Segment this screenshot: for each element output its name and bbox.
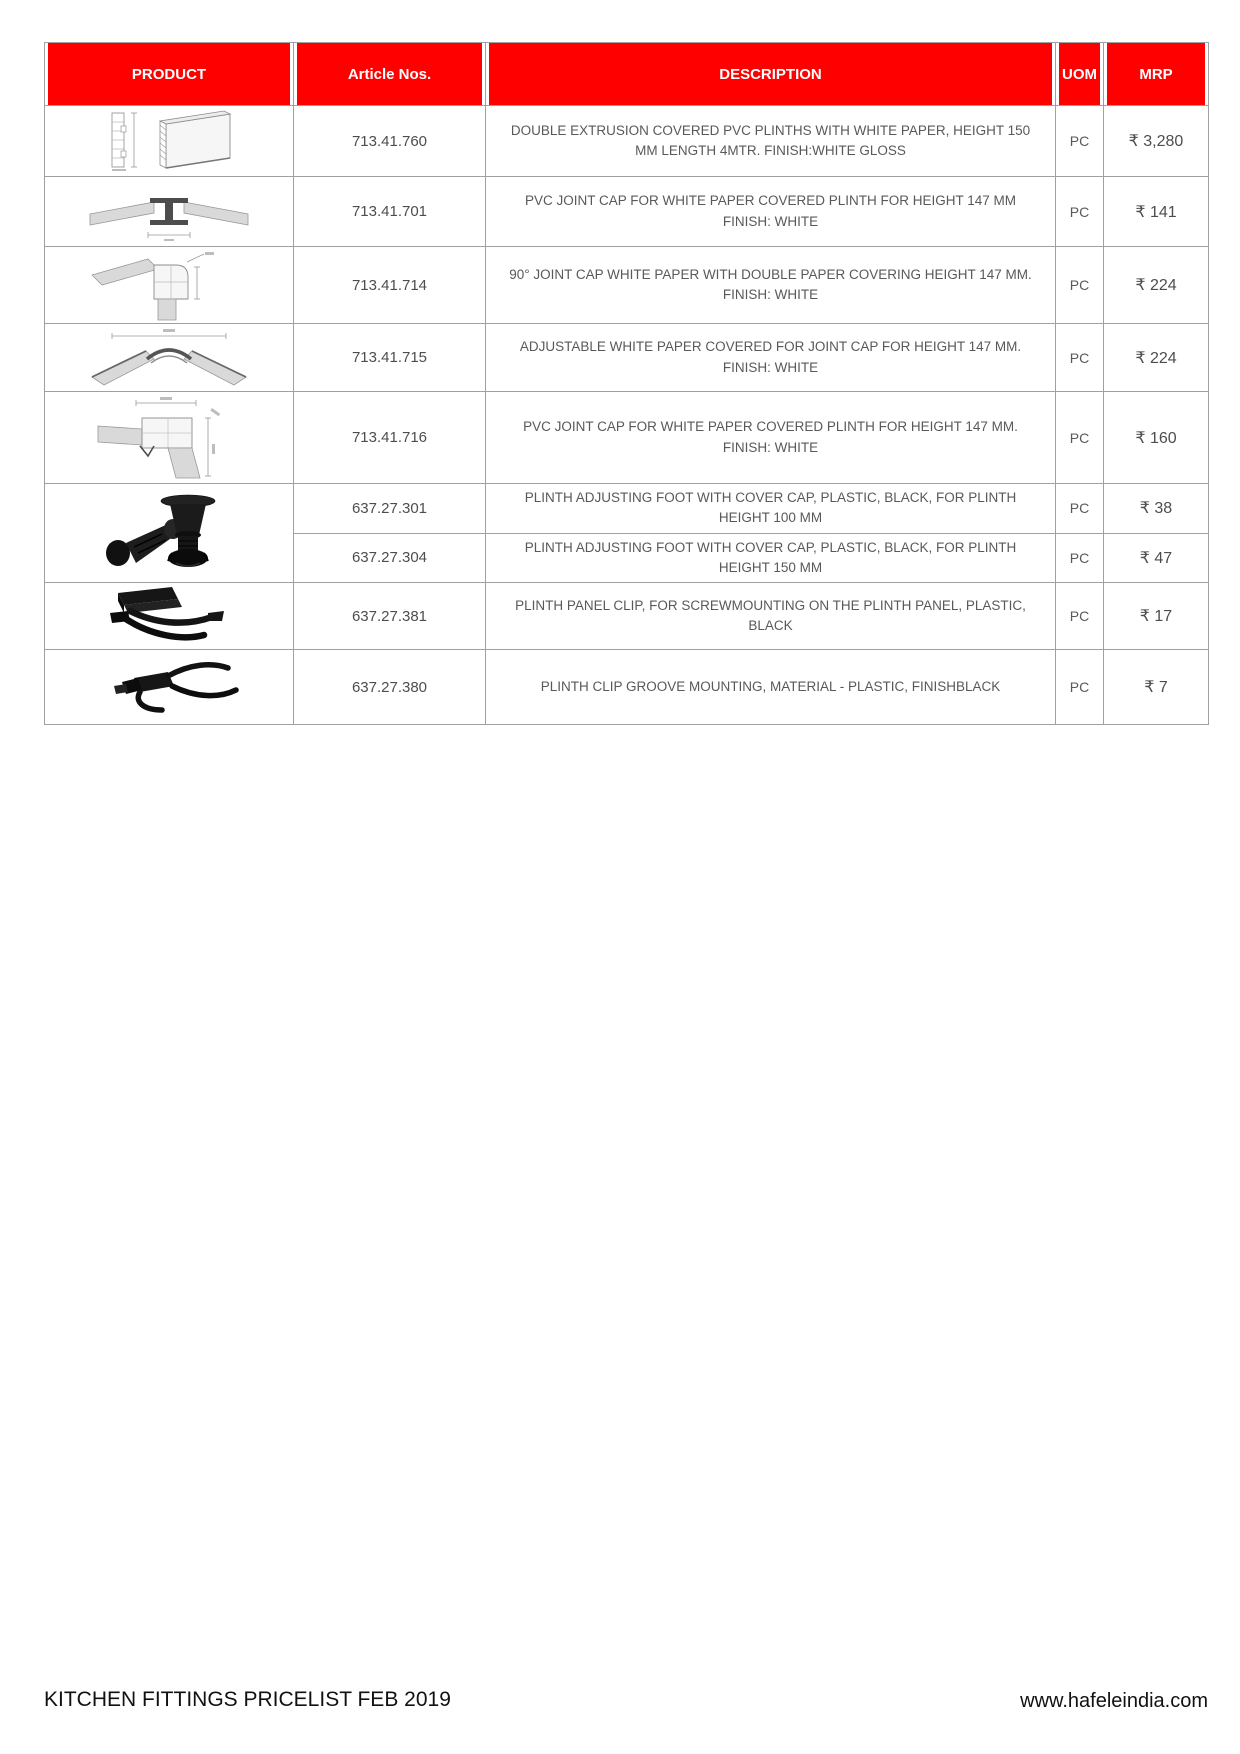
uom-value: PC [1056,650,1104,725]
uom-value: PC [1056,247,1104,324]
pricelist-table-container [44,42,1209,725]
article-number: 637.27.380 [294,650,486,725]
uom-value: PC [1056,177,1104,247]
uom-value: PC [1056,484,1104,534]
col-header-article: Article Nos. [294,43,486,106]
product-description: PLINTH CLIP GROOVE MOUNTING, MATERIAL - PLASTIC, FINISHBLACK [486,650,1056,725]
mrp-value: ₹ 38 [1104,484,1209,534]
uom-value: PC [1056,106,1104,177]
table-row [45,392,1209,484]
mrp-value: ₹ 47 [1104,533,1209,583]
plinth-clip-groove-photo [47,658,291,716]
table-row [45,484,1209,534]
article-number: 713.41.714 [294,247,486,324]
product-description: PLINTH ADJUSTING FOOT WITH COVER CAP, PLASTIC, BLACK, FOR PLINTH HEIGHT 150 MM [486,533,1056,583]
product-description: PVC JOINT CAP FOR WHITE PAPER COVERED PLINTH FOR HEIGHT 147 MM. FINISH: WHITE [486,392,1056,484]
article-number: 713.41.760 [294,106,486,177]
product-cell [45,106,294,177]
header-row [45,43,1209,106]
pricelist-table [44,42,1209,725]
plinth-profile-drawing [47,110,291,172]
mrp-value: ₹ 7 [1104,650,1209,725]
col-header-product: PRODUCT [45,43,294,106]
table-row [45,324,1209,392]
product-cell [45,484,294,583]
table-row [45,650,1209,725]
product-description: PLINTH ADJUSTING FOOT WITH COVER CAP, PLASTIC, BLACK, FOR PLINTH HEIGHT 100 MM [486,484,1056,534]
article-number: 713.41.701 [294,177,486,247]
table-row [45,247,1209,324]
table-row [45,177,1209,247]
mrp-value: ₹ 17 [1104,583,1209,650]
mrp-value: ₹ 160 [1104,392,1209,484]
product-description: PLINTH PANEL CLIP, FOR SCREWMOUNTING ON THE PLINTH PANEL, PLASTIC, BLACK [486,583,1056,650]
mrp-value: ₹ 224 [1104,247,1209,324]
uom-value: PC [1056,324,1104,392]
article-number: 713.41.716 [294,392,486,484]
table-row [45,583,1209,650]
straight-joint-cap-drawing [47,180,291,244]
product-cell [45,392,294,484]
uom-value: PC [1056,583,1104,650]
product-cell [45,247,294,324]
col-header-mrp: MRP [1104,43,1209,106]
article-number: 637.27.381 [294,583,486,650]
adjustable-joint-cap-drawing [47,327,291,389]
mrp-value: ₹ 141 [1104,177,1209,247]
col-header-description: DESCRIPTION [486,43,1056,106]
article-number: 637.27.301 [294,484,486,534]
product-cell [45,177,294,247]
website-url: www.hafeleindia.com [1020,1690,1208,1712]
end-joint-cap-drawing [47,396,291,480]
mrp-value: ₹ 3,280 [1104,106,1209,177]
article-number: 637.27.304 [294,533,486,583]
uom-value: PC [1056,392,1104,484]
product-description: 90° JOINT CAP WHITE PAPER WITH DOUBLE PAPER COVERING HEIGHT 147 MM. FINISH: WHITE [486,247,1056,324]
plinth-panel-clip-photo [47,585,291,647]
product-cell [45,650,294,725]
product-description: PVC JOINT CAP FOR WHITE PAPER COVERED PLINTH FOR HEIGHT 147 MM FINISH: WHITE [486,177,1056,247]
product-description: DOUBLE EXTRUSION COVERED PVC PLINTHS WITH WHITE PAPER, HEIGHT 150 MM LENGTH 4MTR. FINISH:WHITE GLOSS [486,106,1056,177]
mrp-value: ₹ 224 [1104,324,1209,392]
product-description: ADJUSTABLE WHITE PAPER COVERED FOR JOINT CAP FOR HEIGHT 147 MM. FINISH: WHITE [486,324,1056,392]
plinth-adjusting-foot-photo [47,487,291,579]
corner-joint-cap-drawing [47,249,291,321]
table-row [45,106,1209,177]
article-number: 713.41.715 [294,324,486,392]
product-cell [45,583,294,650]
uom-value: PC [1056,533,1104,583]
col-header-uom: UOM [1056,43,1104,106]
document-title: KITCHEN FITTINGS PRICELIST FEB 2019 [44,1688,451,1711]
product-cell [45,324,294,392]
